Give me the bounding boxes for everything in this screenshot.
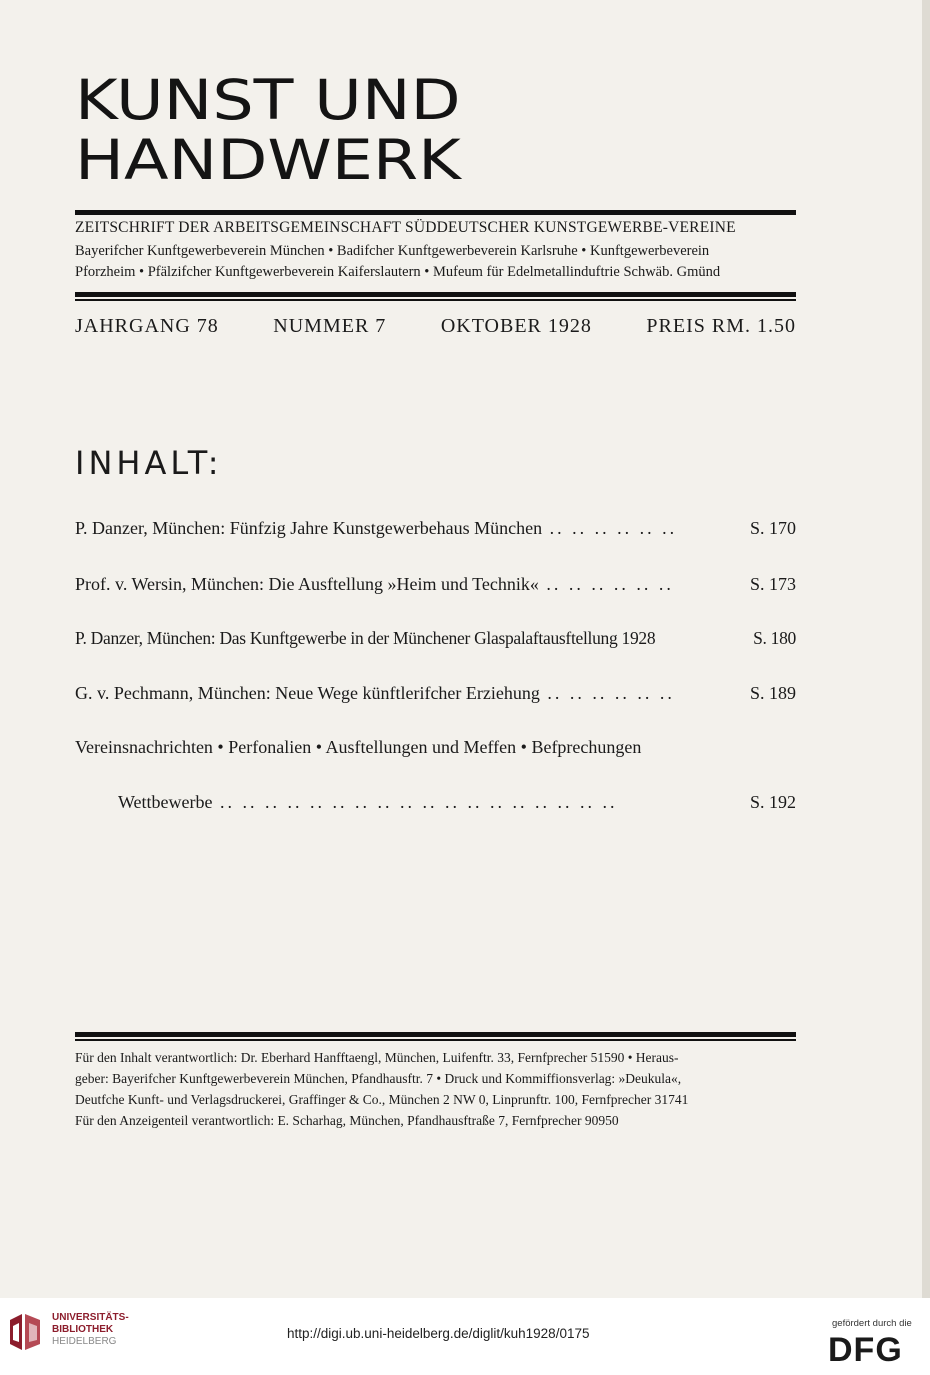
permalink-url[interactable]: http://digi.ub.uni-heidelberg.de/diglit/kuh1928/0175 (287, 1326, 590, 1341)
volume: JAHRGANG 78 (75, 315, 219, 337)
toc-entry-title: P. Danzer, München: Fünfzig Jahre Kunstgewerbehaus München (75, 518, 543, 538)
toc-entry-page: S. 189 (749, 683, 796, 703)
page-edge (922, 0, 930, 1298)
imprint-line3: Deutfche Kunft- und Verlagsdruckerei, Graffinger & Co., München 2 NW 0, Linprunftr. 100, Fernfprecher 31741 (75, 1092, 689, 1107)
toc-entry (75, 737, 796, 758)
toc-entry (75, 518, 796, 539)
toc-entry-page: S. 180 (753, 628, 796, 648)
imprint-line1: Für den Inhalt verantwortlich: Dr. Eberhard Hanfftaengl, München, Luifenftr. 33, Fernfprecher 51590 • Heraus- (75, 1050, 679, 1065)
toc-entry-title: Vereinsnachrichten • Perfonalien • Ausftellungen und Meffen • Befprechungen (75, 737, 642, 757)
rule-bottom-thin (75, 1039, 796, 1041)
toc-entry-title: Wettbewerbe (118, 792, 213, 812)
toc-entry-title: P. Danzer, München: Das Kunftgewerbe in der Münchener Glaspalaftausftellung 1928 (75, 628, 656, 648)
toc-entry-leader: .. .. .. .. .. .. (538, 574, 674, 594)
rule-top (75, 210, 796, 215)
contents-heading: INHALT: (75, 444, 223, 482)
toc-entry (75, 628, 796, 649)
library-name-line2: BIBLIOTHEK (52, 1324, 114, 1335)
masthead-title-line2: HANDWERK (75, 128, 461, 192)
toc-entry-leader: .. .. .. .. .. .. .. .. .. .. .. .. .. .. .. .. .. .. (212, 792, 618, 812)
masthead-title-line1: KUNST UND (75, 68, 461, 132)
issue-date: OKTOBER 1928 (440, 315, 592, 337)
funded-by-label: gefördert durch die (832, 1318, 912, 1329)
rule-mid (75, 292, 796, 297)
toc-entry-page: S. 170 (749, 518, 796, 538)
issue-number: NUMMER 7 (273, 315, 387, 337)
toc-entry-leader: .. .. .. .. .. .. (539, 683, 675, 703)
rule-mid-thin (75, 299, 796, 301)
viewer-footer (0, 1298, 930, 1375)
rule-bottom (75, 1032, 796, 1037)
toc-entry-page: S. 192 (749, 792, 796, 812)
imprint-line4: Für den Anzeigenteil verantwortlich: E. Scharhag, München, Pfandhausftraße 7, Fernfprecher 90950 (75, 1113, 619, 1128)
society-members-line1: Bayerifcher Kunftgewerbeverein München • Badifcher Kunftgewerbeverein Karlsruhe • Kunftgewerbeverein (75, 243, 710, 259)
library-name-line3: HEIDELBERG (52, 1336, 117, 1347)
society-title: ZEITSCHRIFT DER ARBEITSGEMEINSCHAFT SÜDDEUTSCHER KUNSTGEWERBE-VEREINE (75, 219, 736, 236)
toc-entry-leader: .. .. .. .. .. .. (542, 518, 678, 538)
toc-entry (75, 683, 796, 704)
society-members-line2: Pforzheim • Pfälzifcher Kunftgewerbeverein Kaiferslautern • Mufeum für Edelmetallinduftrie Schwäb. Gmünd (75, 264, 721, 280)
toc-entry-title: Prof. v. Wersin, München: Die Ausftellung »Heim und Technik« (75, 574, 539, 594)
toc-entry-page: S. 173 (749, 574, 796, 594)
issue-price: PREIS RM. 1.50 (646, 315, 796, 337)
toc-entry (75, 574, 796, 595)
dfg-logo: DFG (828, 1331, 903, 1369)
university-library-name (52, 1312, 129, 1348)
toc-entry (118, 792, 796, 813)
imprint-line2: geber: Bayerifcher Kunftgewerbeverein München, Pfandhausftr. 7 • Druck und Kommiffionsverlag: »Deukula«, (75, 1071, 682, 1086)
university-library-logo-icon (8, 1312, 42, 1352)
toc-entry-title: G. v. Pechmann, München: Neue Wege künftlerifcher Erziehung (75, 683, 540, 703)
library-name-line1: UNIVERSITÄTS- (52, 1312, 129, 1323)
issue-info (75, 315, 796, 338)
